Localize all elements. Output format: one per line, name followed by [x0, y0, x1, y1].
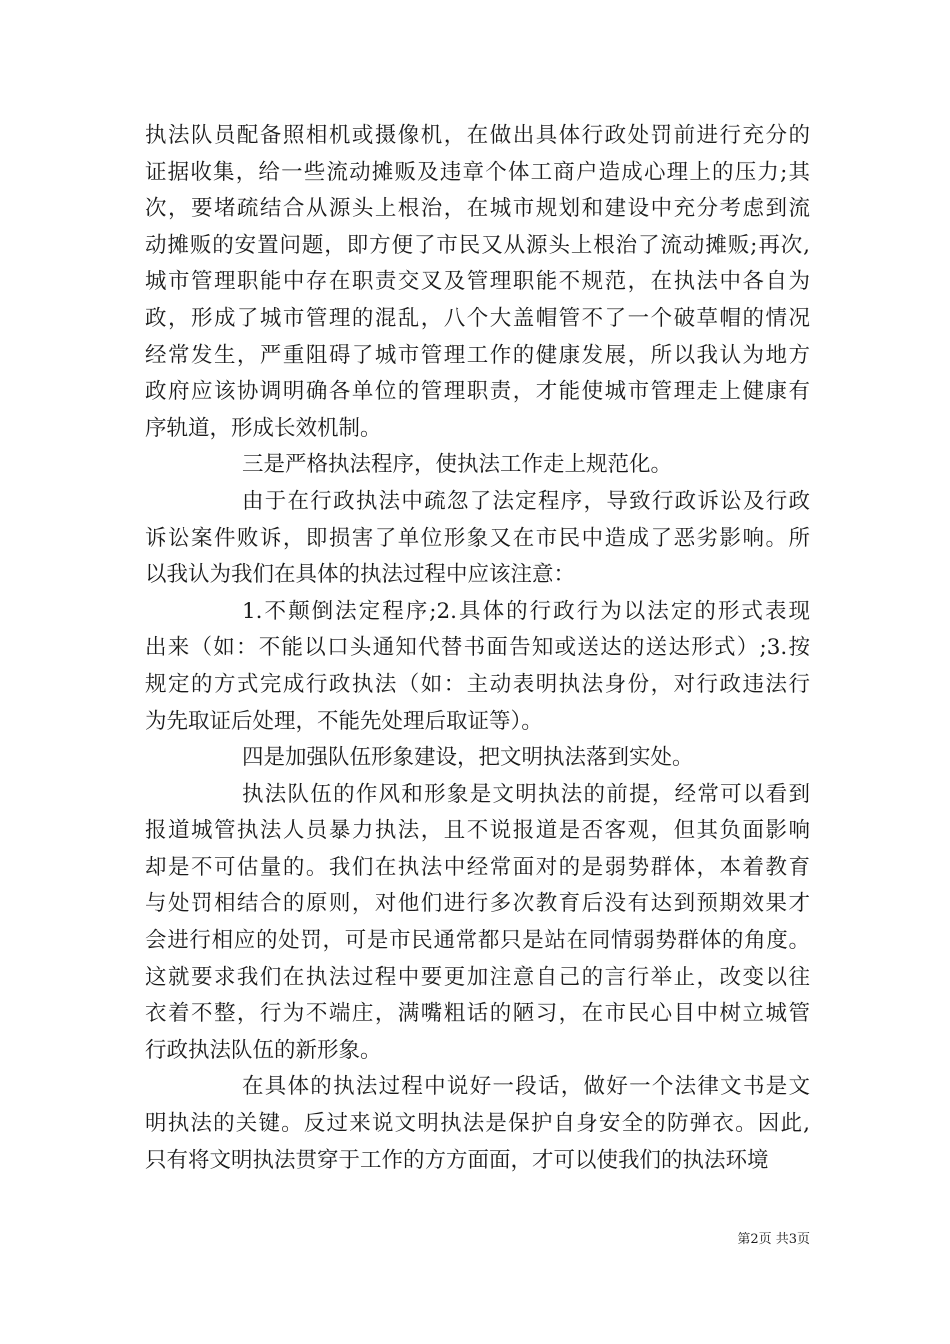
text-line: 次，要堵疏结合从源头上根治，在城市规划和建设中充分考虑到流 — [145, 196, 810, 222]
text-line: 由于在行政执法中疏忽了法定程序，导致行政诉讼及行政 — [242, 488, 810, 514]
text-line: 诉讼案件败诉，即损害了单位形象又在市民中造成了恶劣影响。所 — [145, 525, 810, 551]
text-line: 这就要求我们在执法过程中要更加注意自己的言行举止，改变以往 — [145, 964, 810, 990]
text-line: 明执法的关键。反过来说文明执法是保护自身安全的防弹衣。因此, — [145, 1111, 810, 1137]
page-number-footer: 第2页 共3页 — [737, 1232, 810, 1247]
text-line: 只有将文明执法贯穿于工作的方方面面，才可以使我们的执法环境 — [145, 1147, 769, 1173]
text-line: 会进行相应的处罚，可是市民通常都只是站在同情弱势群体的角度。 — [145, 928, 810, 954]
paragraph — [145, 447, 810, 484]
text-line: 衣着不整，行为不端庄，满嘴粗话的陋习，在市民心目中树立城管 — [145, 1001, 810, 1027]
paragraph — [145, 1069, 810, 1179]
paragraph — [145, 594, 810, 740]
text-line: 执法队员配备照相机或摄像机，在做出具体行政处罚前进行充分的 — [145, 123, 810, 148]
text-line: 证据收集，给一些流动摊贩及违章个体工商户造成心理上的压力;其 — [145, 159, 810, 185]
body-text — [145, 118, 810, 1179]
text-line: 政府应该协调明确各单位的管理职责，才能使城市管理走上健康有 — [145, 379, 810, 405]
text-line: 行政执法队伍的新形象。 — [145, 1037, 382, 1063]
text-line: 出来（如：不能以口头通知代替书面告知或送达的送达形式）;3.按 — [145, 635, 810, 661]
text-line: 在具体的执法过程中说好一段话，做好一个法律文书是文 — [242, 1074, 810, 1100]
text-line: 为先取证后处理，不能先处理后取证等）。 — [145, 708, 543, 734]
text-line: 1.不颠倒法定程序;2.具体的行政行为以法定的形式表现 — [242, 598, 810, 624]
paragraph — [145, 777, 810, 1070]
text-line: 城市管理职能中存在职责交叉及管理职能不规范，在执法中各自为 — [145, 269, 810, 295]
text-line: 三是严格执法程序，使执法工作走上规范化。 — [242, 452, 673, 478]
text-line: 四是加强队伍形象建设，把文明执法落到实处。 — [242, 745, 694, 771]
paragraph — [145, 484, 810, 594]
text-line: 却是不可估量的。我们在执法中经常面对的是弱势群体，本着教育 — [145, 854, 810, 880]
paragraph — [145, 740, 810, 777]
text-line: 政，形成了城市管理的混乱，八个大盖帽管不了一个破草帽的情况 — [145, 305, 810, 331]
text-line: 规定的方式完成行政执法（如：主动表明执法身份，对行政违法行 — [145, 671, 810, 697]
text-line: 序轨道，形成长效机制。 — [145, 415, 382, 441]
text-line: 执法队伍的作风和形象是文明执法的前提，经常可以看到 — [242, 781, 810, 807]
text-line: 动摊贩的安置问题，即方便了市民又从源头上根治了流动摊贩;再次, — [145, 232, 810, 258]
text-line: 经常发生，严重阻碍了城市管理工作的健康发展，所以我认为地方 — [145, 342, 810, 368]
text-line: 报道城管执法人员暴力执法，且不说报道是否客观，但其负面影响 — [145, 818, 810, 844]
paragraph — [145, 118, 810, 447]
text-line: 与处罚相结合的原则，对他们进行多次教育后没有达到预期效果才 — [145, 891, 810, 917]
text-line: 以我认为我们在具体的执法过程中应该注意： — [145, 562, 576, 588]
